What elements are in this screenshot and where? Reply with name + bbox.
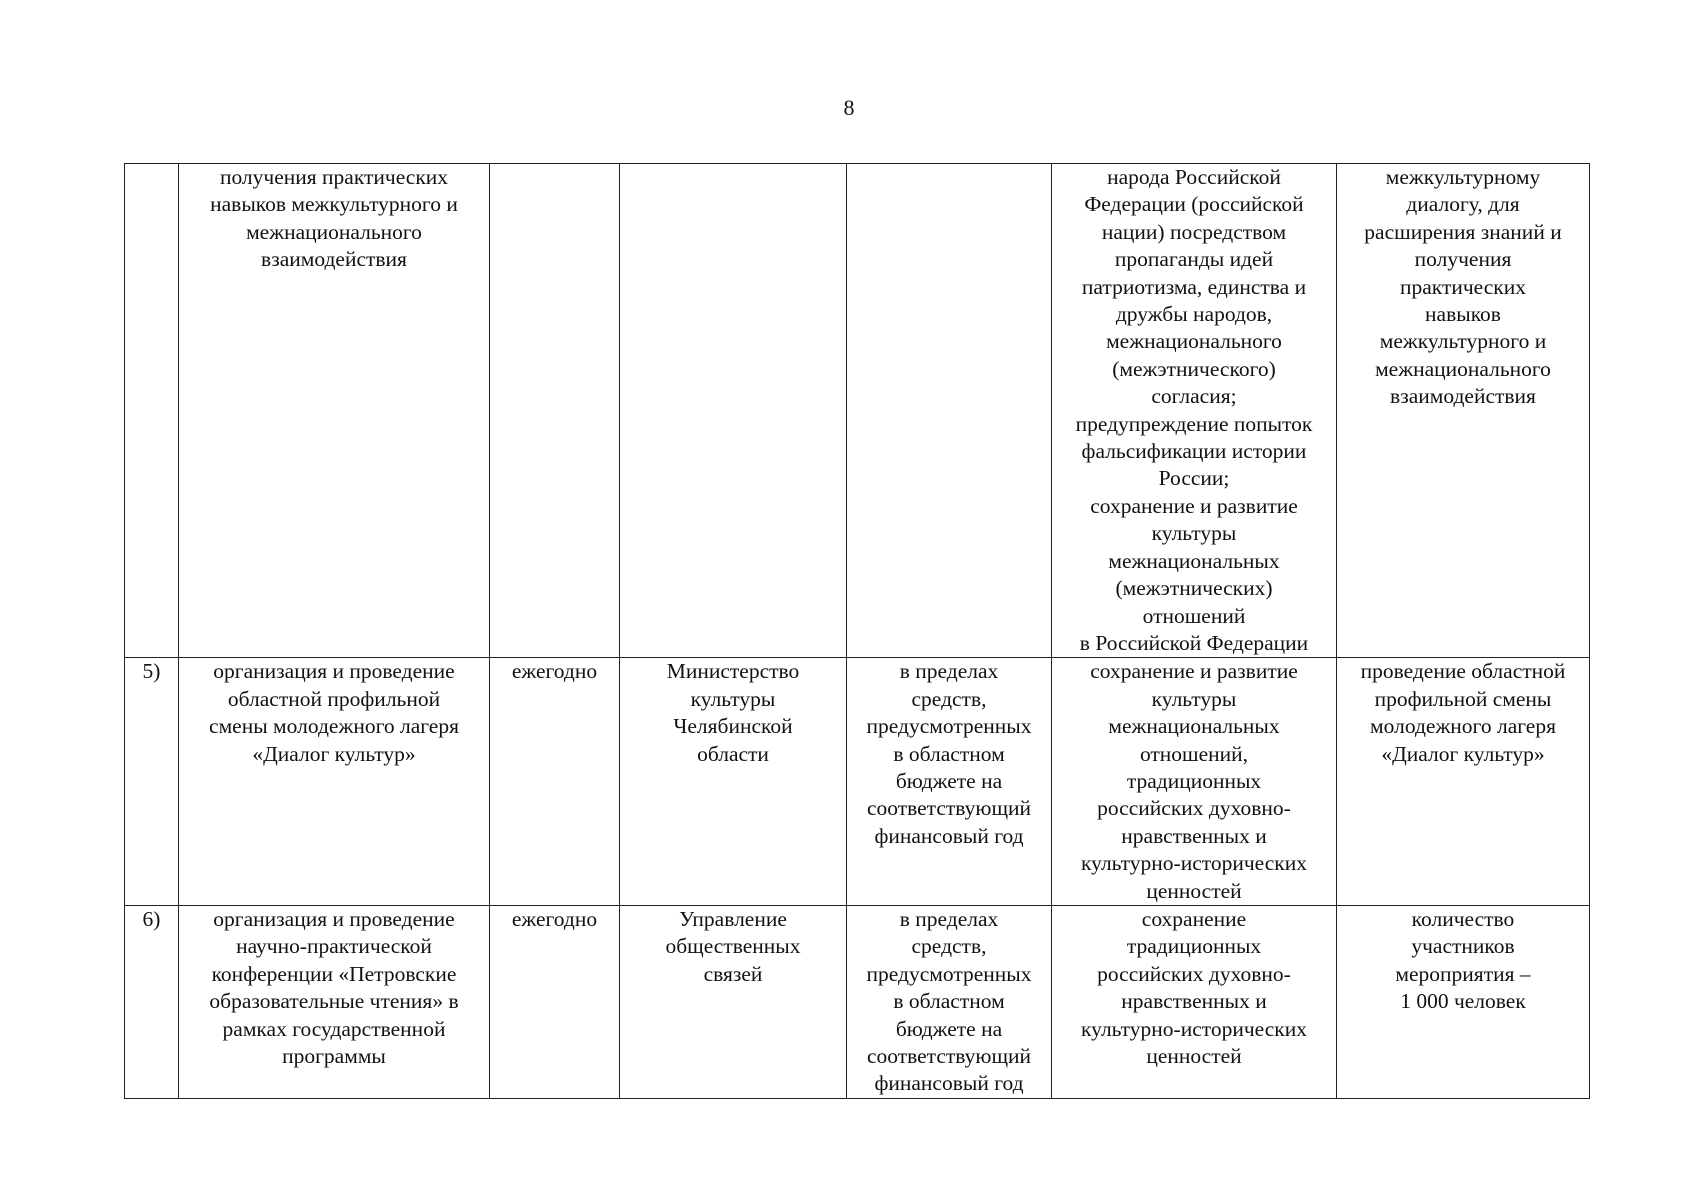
row-number-cell [125,164,179,658]
table-row [125,164,1590,658]
row-number-cell: 6) [125,905,179,1098]
result-cell: межкультурному диалогу, для расширения знаний и получения практических навыков межкультурного и межнационального взаимодействия [1337,164,1590,658]
period-cell [490,164,620,658]
funding-cell: в пределах средств, предусмотренных в областном бюджете на соответствующий финансовый год [847,658,1052,906]
event-cell: организация и проведение областной профильной смены молодежного лагеря «Диалог культур» [179,658,490,906]
executor-cell: Управление общественных связей [620,905,847,1098]
row-number-cell: 5) [125,658,179,906]
period-cell: ежегодно [490,658,620,906]
task-cell: народа Российской Федерации (российской нации) посредством пропаганды идей патриотизма, единства и дружбы народов, межнационального (межэтнического) согласия; предупреждение попыток фальсификации истории России; сохранение и развитие культуры межнациональных (межэтнических) отношений в Российской Федерации [1052,164,1337,658]
page-number: 8 [843,95,855,120]
event-cell: организация и проведение научно-практической конференции «Петровские образовательные чтения» в рамках государственной программы [179,905,490,1098]
executor-cell [620,164,847,658]
table-row [125,905,1590,1098]
task-cell: сохранение и развитие культуры межнациональных отношений, традиционных российских духовно- нравственных и культурно-исторических ценностей [1052,658,1337,906]
executor-cell: Министерство культуры Челябинской области [620,658,847,906]
event-cell: получения практических навыков межкультурного и межнационального взаимодействия [179,164,490,658]
measures-table [124,163,1590,1099]
funding-cell [847,164,1052,658]
period-cell: ежегодно [490,905,620,1098]
result-cell: количество участников мероприятия – 1 000 человек [1337,905,1590,1098]
table-row [125,658,1590,906]
result-cell: проведение областной профильной смены молодежного лагеря «Диалог культур» [1337,658,1590,906]
task-cell: сохранение традиционных российских духовно- нравственных и культурно-исторических ценностей [1052,905,1337,1098]
funding-cell: в пределах средств, предусмотренных в областном бюджете на соответствующий финансовый год [847,905,1052,1098]
